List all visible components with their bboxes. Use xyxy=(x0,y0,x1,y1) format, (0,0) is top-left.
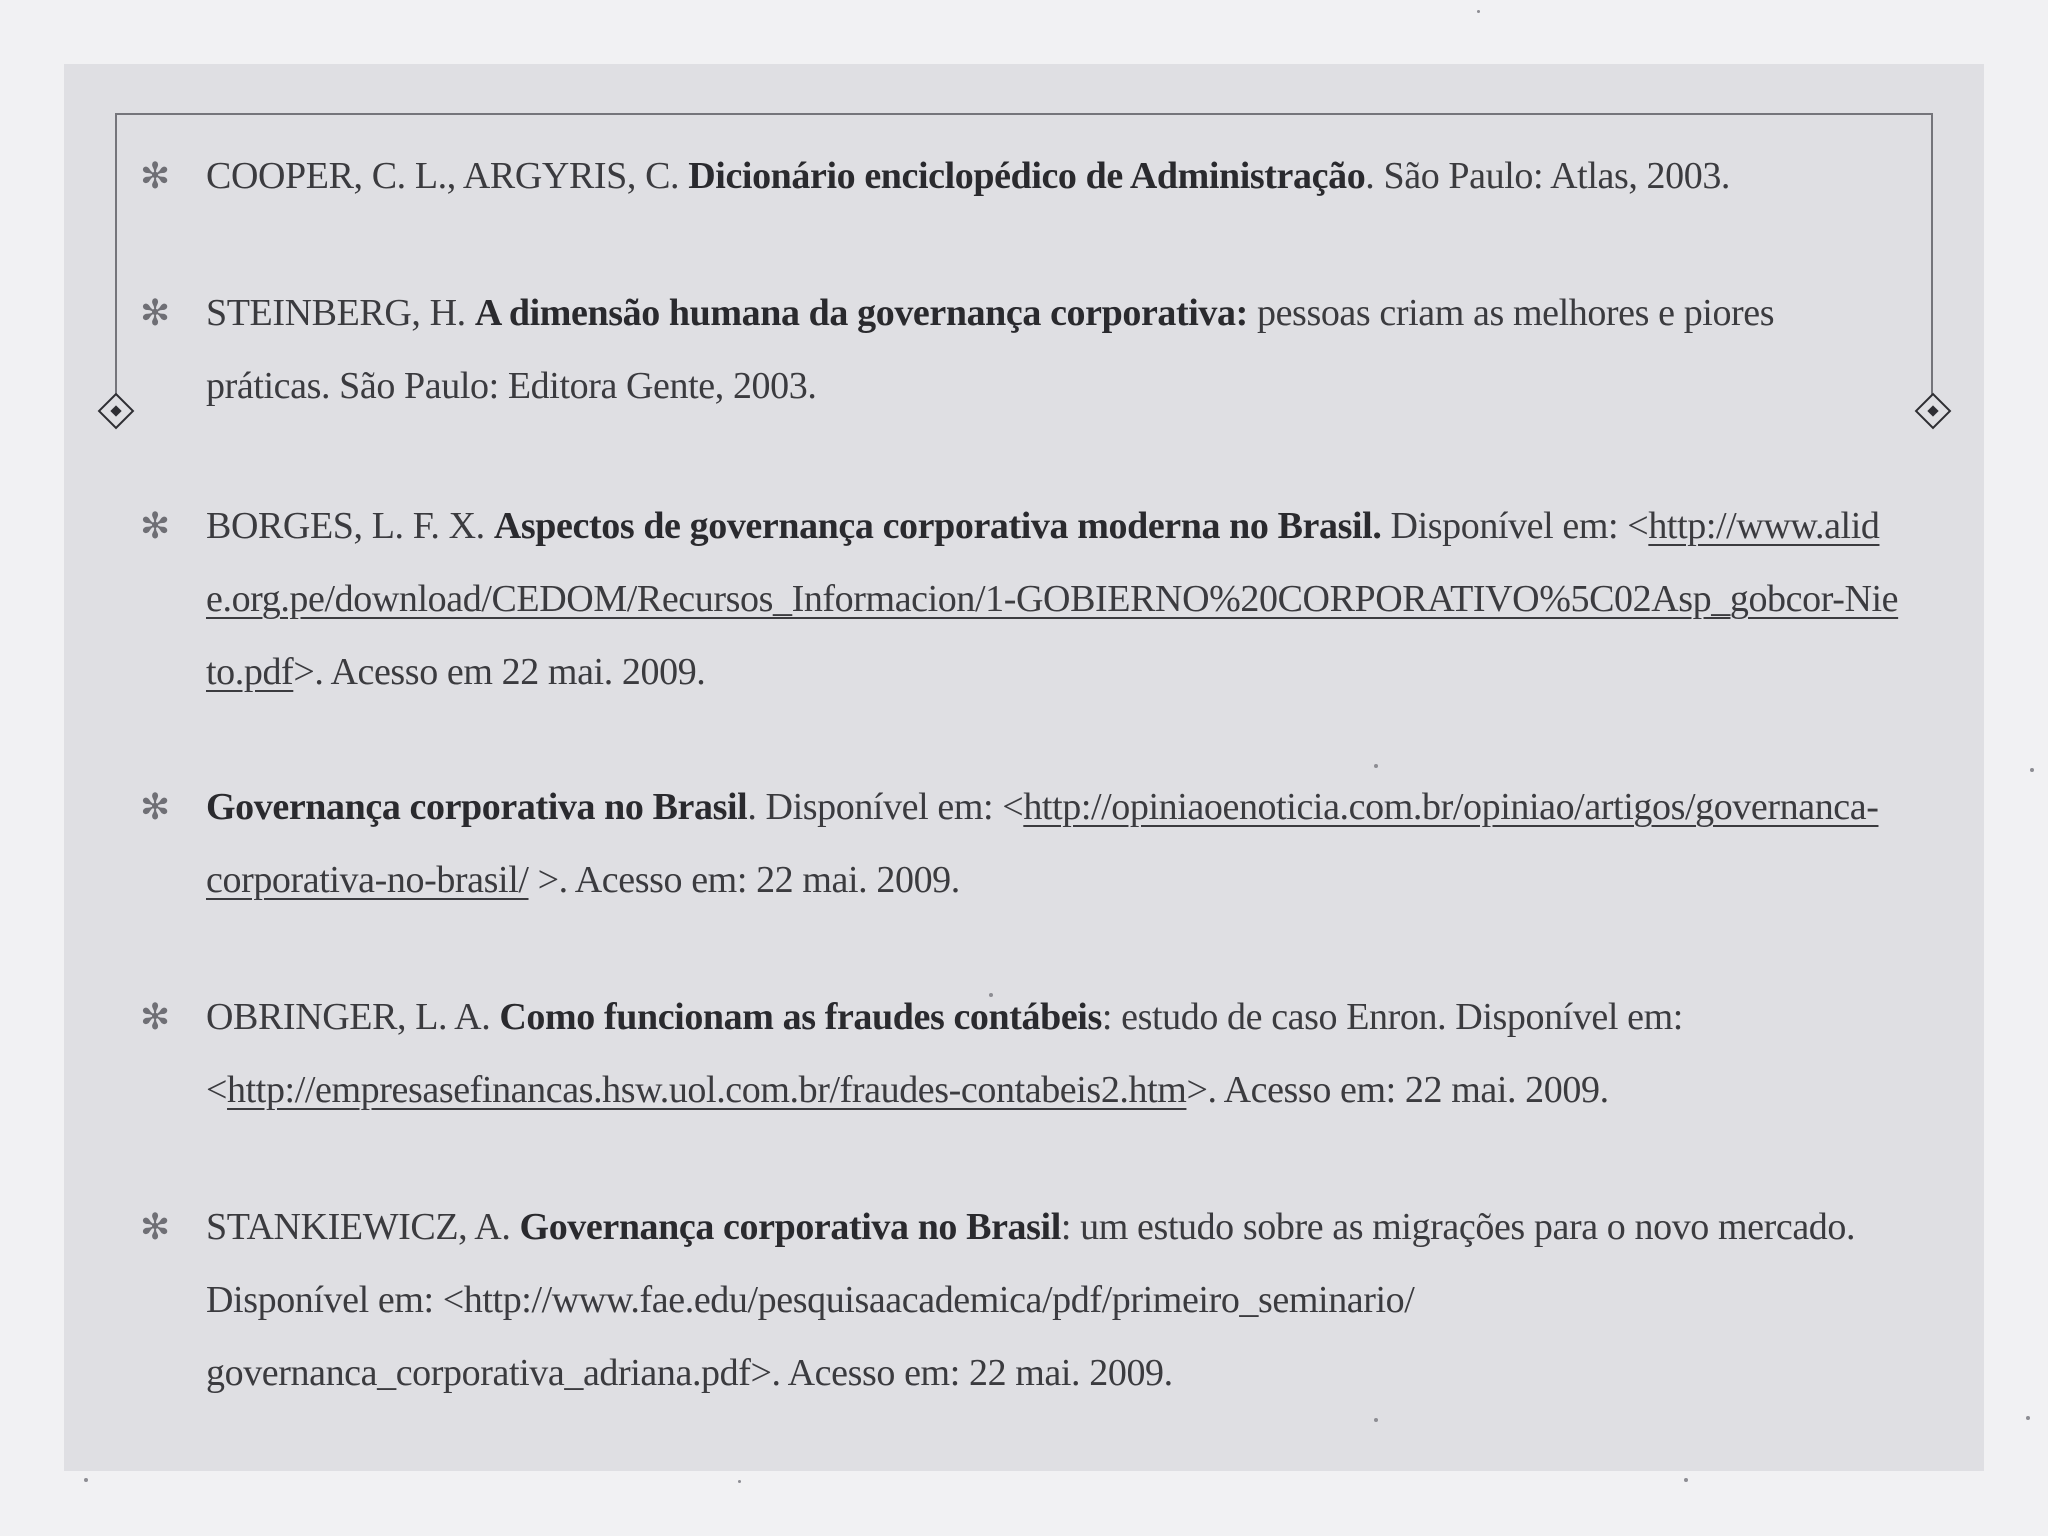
asterisk-bullet-icon: ✻ xyxy=(140,506,170,547)
reference-authors: BORGES, L. F. X. xyxy=(206,505,494,547)
reference-available: Disponível em: < xyxy=(1381,505,1649,547)
reference-title: Dicionário enciclopédico de Administração xyxy=(688,155,1366,197)
background-speck xyxy=(2026,1416,2030,1420)
reference-text xyxy=(206,1191,1900,1410)
asterisk-bullet-icon: ✻ xyxy=(140,997,170,1038)
reference-link[interactable]: http://www.alide.org.pe/download/CEDOM/Recursos_Informacion/1-GOBIERNO%20CORPORATIVO%5C02Asp_gobcor-Nieto.pdf xyxy=(206,505,1899,693)
reference-link[interactable]: http://empresasefinancas.hsw.uol.com.br/fraudes-contabeis2.htm xyxy=(227,1069,1187,1111)
background-speck xyxy=(738,1480,741,1483)
reference-authors: STEINBERG, H. xyxy=(206,292,475,334)
background-speck xyxy=(2030,768,2034,772)
reference-item xyxy=(140,140,1900,213)
reference-item xyxy=(140,490,1900,709)
asterisk-bullet-icon: ✻ xyxy=(140,1207,170,1248)
reference-available: . Disponível em: < xyxy=(747,786,1024,828)
reference-item xyxy=(140,771,1900,917)
reference-text xyxy=(206,490,1900,709)
reference-access-date: >. Acesso em 22 mai. 2009. xyxy=(293,651,706,693)
reference-text xyxy=(206,140,1900,213)
reference-authors: COOPER, C. L., ARGYRIS, C. xyxy=(206,155,689,197)
reference-access-date: >. Acesso em: 22 mai. 2009. xyxy=(1186,1069,1609,1111)
reference-item xyxy=(140,277,1900,423)
asterisk-bullet-icon: ✻ xyxy=(140,787,170,828)
reference-title: Aspectos de governança corporativa moderna no Brasil. xyxy=(493,505,1382,547)
reference-available: : estudo de caso Enron. Disponível em: < xyxy=(206,996,1683,1111)
reference-title: A dimensão humana da governança corporativa: xyxy=(474,292,1248,334)
slide-speck xyxy=(1374,1418,1378,1422)
reference-details: . São Paulo: Atlas, 2003. xyxy=(1365,155,1731,197)
background-speck xyxy=(84,1478,88,1482)
reference-item xyxy=(140,1191,1900,1410)
reference-details: pessoas criam as melhores e piores práticas. São Paulo: Editora Gente, 2003. xyxy=(206,292,1775,407)
reference-title: Governança corporativa no Brasil xyxy=(519,1206,1061,1248)
reference-item xyxy=(140,981,1900,1127)
reference-details: : um estudo sobre as migrações para o novo mercado. Disponível em: <http://www.fae.edu/pesquisaacademica/pdf/primeiro_seminario/ governanca_corporativa_adriana.pdf>. Acesso em: 22 mai. 2009. xyxy=(206,1206,1856,1394)
background-speck xyxy=(1477,10,1480,13)
reference-authors: OBRINGER, L. A. xyxy=(206,996,500,1038)
reference-text xyxy=(206,277,1900,423)
reference-text xyxy=(206,771,1900,917)
background-speck xyxy=(1684,1478,1688,1482)
reference-link[interactable]: http://opiniaoenoticia.com.br/opiniao/artigos/governanca-corporativa-no-brasil/ xyxy=(206,786,1879,901)
reference-title: Governança corporativa no Brasil xyxy=(206,786,748,828)
reference-access-date: >. Acesso em: 22 mai. 2009. xyxy=(528,859,960,901)
asterisk-bullet-icon: ✻ xyxy=(140,293,170,334)
reference-title: Como funcionam as fraudes contábeis xyxy=(499,996,1102,1038)
reference-authors: STANKIEWICZ, A. xyxy=(206,1206,520,1248)
reference-text xyxy=(206,981,1900,1127)
asterisk-bullet-icon: ✻ xyxy=(140,156,170,197)
slide-speck xyxy=(1374,764,1378,768)
